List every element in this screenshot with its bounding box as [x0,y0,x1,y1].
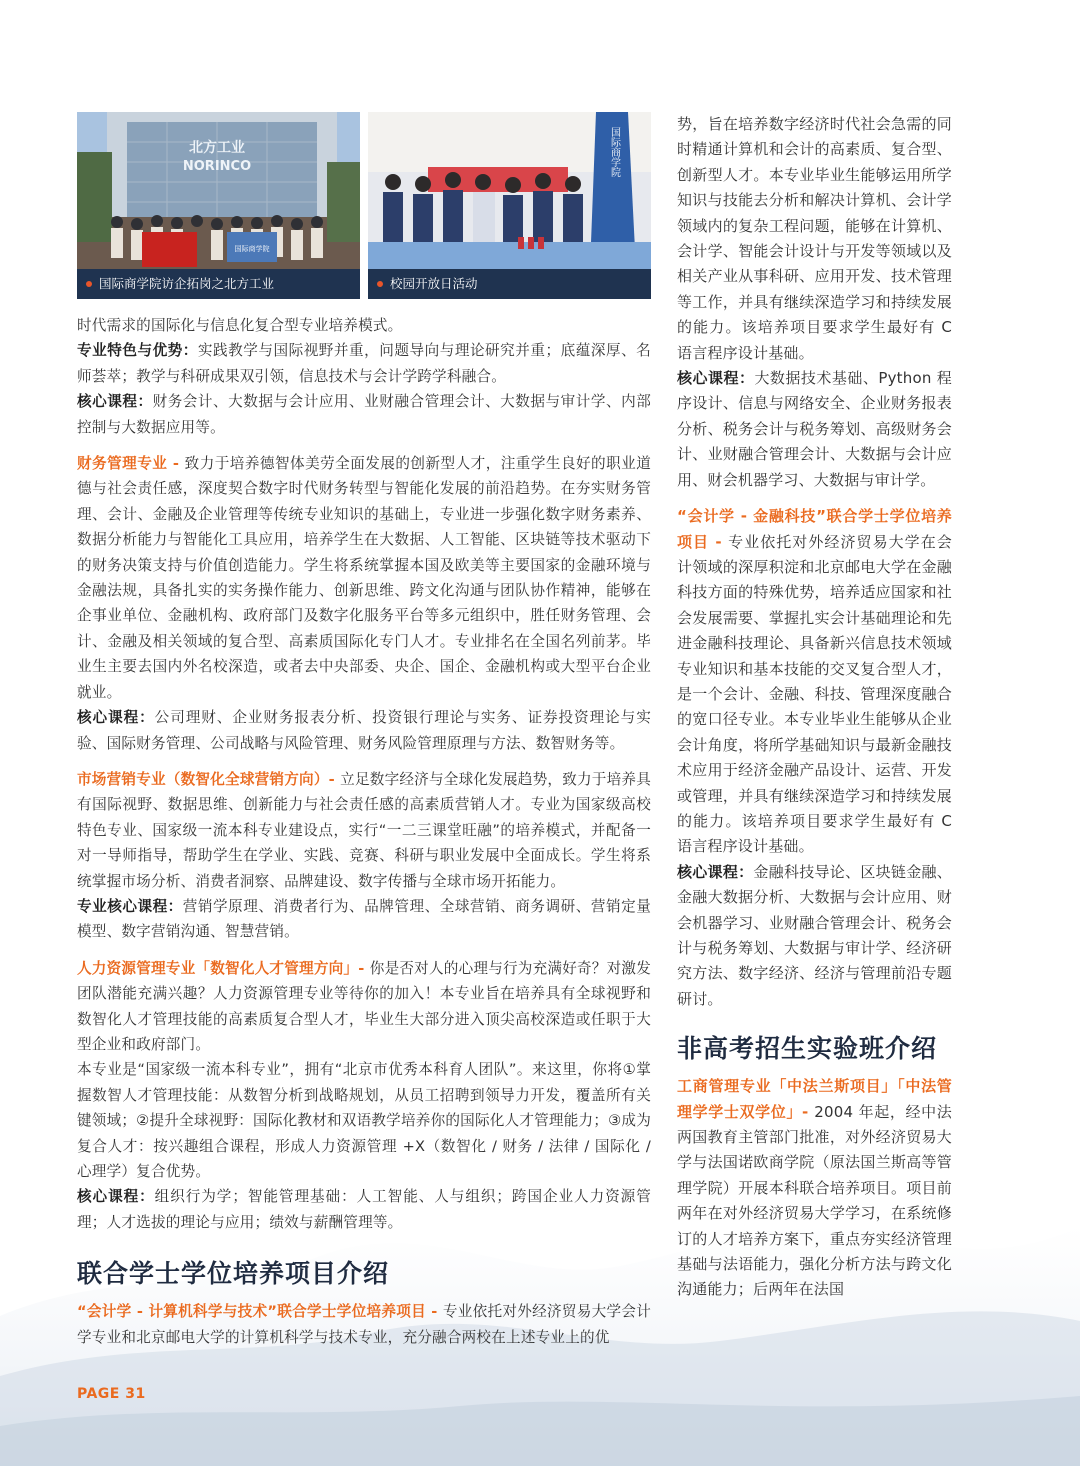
hr-title: 人力资源管理专业「数智化人才管理方向」- [77,959,370,977]
photo-norinco-visit [77,112,360,299]
core-label: 核心课程： [677,369,755,388]
fintech-joint-title: “会计学 - 金融科技”联合学士学位培养项目 - [677,507,952,551]
core-courses-cs-joint [677,366,952,493]
core-label: 专业核心课程： [77,897,183,915]
features-label: 专业特色与优势： [77,342,198,360]
core-courses-financial [77,705,651,756]
core-courses-fintech [677,860,952,1012]
rollup-banner-text: 国际商学院 [608,127,620,177]
core-courses-hr [77,1184,651,1235]
financial-management-paragraph [77,451,651,705]
financial-management-text: 致力于培养德智体美劳全面发展的创新型人才，注重学生良好的职业道德与社会责任感，深度契合数字时代财务转型与智能化发展的前沿趋势。在夯实财务管理、会计、金融及企业管理等传统专业知识的基础上，专业进一步强化数字财务素养、数据分析能力与智能化工具应用，培养学生在大数据、人工智能、区块链等技术驱动下的财务决策支持与价值创造能力。学生将系统掌握本国及欧美等主要国家的金融环境与金融法规，具备扎实的实务操作能力、创新思维、跨文化沟通与团队协作精神，能够在企事业单位、金融机构、政府部门及数字化服务平台等多元组织中，胜任财务管理、会计、金融及相关领域的复合型、高素质国际化专门人才。专业排名在全国名列前茅。毕业生主要去国内外名校深造，或者去中央部委、央企、国企、金融机构或大型平台企业就业。 [77,455,651,701]
marketing-title: 市场营销专业（数智化全球营销方向）- [77,770,341,788]
core-text: 金融科技导论、区块链金融、金融大数据分析、大数据与会计应用、财会机器学习、业财融合管理会计、税务会计与税务筹划、大数据与审计学、经济研究方法、数字经济、经济与管理前沿专题研讨。 [677,862,952,1008]
core-courses-marketing [77,894,651,945]
page-number: PAGE 31 [77,1386,146,1402]
hr-text: 你是否对人的心理与行为充满好奇？对激发团队潜能充满兴趣？人力资源管理专业等待你的加入！本专业旨在培养具有全球视野和数智化人才管理技能的高素质复合型人才，毕业生大部分进入顶尖高校深造或任职于大型企业和政府部门。 [77,959,651,1053]
cs-joint-continuation: 势，旨在培养数字经济时代社会急需的同时精通计算机和会计的高素质、复合型、创新型人才。本专业毕业生能够运用所学知识与技能去分析和解决计算机、会计学领域内的复杂工程问题，能够在计算机、会计学、智能会计设计与开发等领域以及相关产业从事科研、应用开发、技术管理等工作，并具有继续深造学习和持续发展的能力。该培养项目要求学生最好有 C 语言程序设计基础。 [677,115,952,362]
photo-caption [368,269,651,299]
business-management-paragraph [677,1074,952,1303]
bullet-dot-icon [86,281,92,287]
features-paragraph [77,338,651,389]
photo-caption-text: 校园开放日活动 [390,276,478,291]
left-column [77,112,651,1350]
hr-paragraph-2: 本专业是“国家级一流本科专业”，拥有“北京市优秀本科育人团队”。来这里，你将①掌握数智人才管理技能：从数智分析到战略规划，从员工招聘到领导力开发，覆盖所有关键领域；②提升全球视野：国际化教材和双语教学培养你的国际化人才管理能力；③成为复合人才：按兴趣组合课程，形成人力资源管理 +X（数智化 / 财务 / 法律 / 国际化 / 心理学）复合优势。 [77,1061,651,1180]
core-text: 财务会计、大数据与会计应用、业财融合管理会计、大数据与审计学、内部控制与大数据应用等。 [77,393,651,436]
hr-paragraph [77,956,651,1058]
intro-tail-text: 时代需求的国际化与信息化复合型专业培养模式。 [77,317,403,334]
photo-banner-text: 国际商学院 [234,245,270,253]
core-label: 核心课程： [77,1188,155,1206]
business-management-title: 工商管理专业「中法兰斯项目」「中法管理学学士双学位」- [677,1077,952,1121]
fintech-joint-paragraph [677,504,952,860]
features-text: 实践教学与国际视野并重，问题导向与理论研究并重；底蕴深厚、名师荟萃；教学与科研成果双引领，信息技术与会计学跨学科融合。 [77,342,651,385]
core-text: 公司理财、企业财务报表分析、投资银行理论与实务、证券投资理论与实验、国际财务管理、公司战略与风险管理、财务风险管理原理与方法、数智财务等。 [77,709,651,752]
business-management-text: 2004 年起，经中法两国教育主管部门批准，对外经济贸易大学与法国诺欧商学院（原法国兰斯高等管理学院）开展本科联合培养项目。项目前两年在对外经济贸易大学学习，在系统修订的人才培养方案下，重点夯实经济管理基础与法语能力，强化分析方法与跨文化沟通能力；后两年在法国 [677,1102,952,1299]
cs-joint-paragraph [77,1299,651,1350]
core-text: 营销学原理、消费者行为、品牌管理、全球营销、商务调研、营销定量模型、数字营销沟通、智慧营销。 [77,897,651,941]
fintech-joint-text: 专业依托对外经济贸易大学在会计领域的深厚积淀和北京邮电大学在金融科技方面的特殊优势，培养适应国家和社会发展需要、掌握扎实会计基础理论和先进金融科技理论、具备新兴信息技术领域专业知识和基本技能的交叉复合型人才，是一个会计、金融、科技、管理深度融合的宽口径专业。本专业毕业生能够从企业会计角度，将所学基础知识与最新金融技术应用于经济金融产品设计、运营、开发或管理，并具有继续深造学习和持续发展的能力。该培养项目要求学生最好有 C 语言程序设计基础。 [677,532,952,856]
right-column [677,112,952,1303]
bullet-dot-icon [377,281,383,287]
photo-open-day [368,112,651,299]
core-label: 核心课程： [677,862,754,881]
norinco-sign-en: NORINCO [182,159,252,174]
core-label: 核心课程： [77,393,153,411]
photo-row [77,112,651,299]
core-courses-accounting [77,389,651,440]
photo-caption-text: 国际商学院访企拓岗之北方工业 [99,276,275,291]
core-text: 组织行为学；智能管理基础：人工智能、人与组织；跨国企业人力资源管理；人才选拔的理论与应用；绩效与薪酬管理等。 [77,1188,651,1231]
financial-management-title: 财务管理专业 - [77,455,185,473]
core-label: 核心课程： [77,709,155,727]
experimental-class-heading: 非高考招生实验班介绍 [677,1034,938,1064]
cs-joint-text: 专业依托对外经济贸易大学会计学专业和北京邮电大学的计算机科学与技术专业，充分融合两校在上述专业上的优 [77,1303,651,1346]
photo-norinco-image [77,112,360,269]
core-text: 大数据技术基础、Python 程序设计、信息与网络安全、企业财务报表分析、税务会计与税务筹划、高级财务会计、业财融合管理会计、大数据与会计应用、财会机器学习、大数据与审计学。 [677,369,952,489]
photo-caption [77,269,360,299]
photo-open-day-image [368,112,651,269]
norinco-sign-cn: 北方工业 [189,140,245,156]
cs-joint-title: “会计学 - 计算机科学与技术”联合学士学位培养项目 - [77,1303,443,1321]
marketing-paragraph [77,767,651,894]
marketing-text: 立足数字经济与全球化发展趋势，致力于培养具有国际视野、数据思维、创新能力与社会责任感的高素质营销人才。专业为国家级高校特色专业、国家级一流本科专业建设点，实行“一二三课堂旺融”的培养模式，并配备一对一导师指导，帮助学生在学业、实践、竞赛、科研与职业发展中全面成长。学生将系统掌握市场分析、消费者洞察、品牌建设、数字传播与全球市场开拓能力。 [77,770,651,890]
joint-degree-heading: 联合学士学位培养项目介绍 [77,1259,390,1289]
